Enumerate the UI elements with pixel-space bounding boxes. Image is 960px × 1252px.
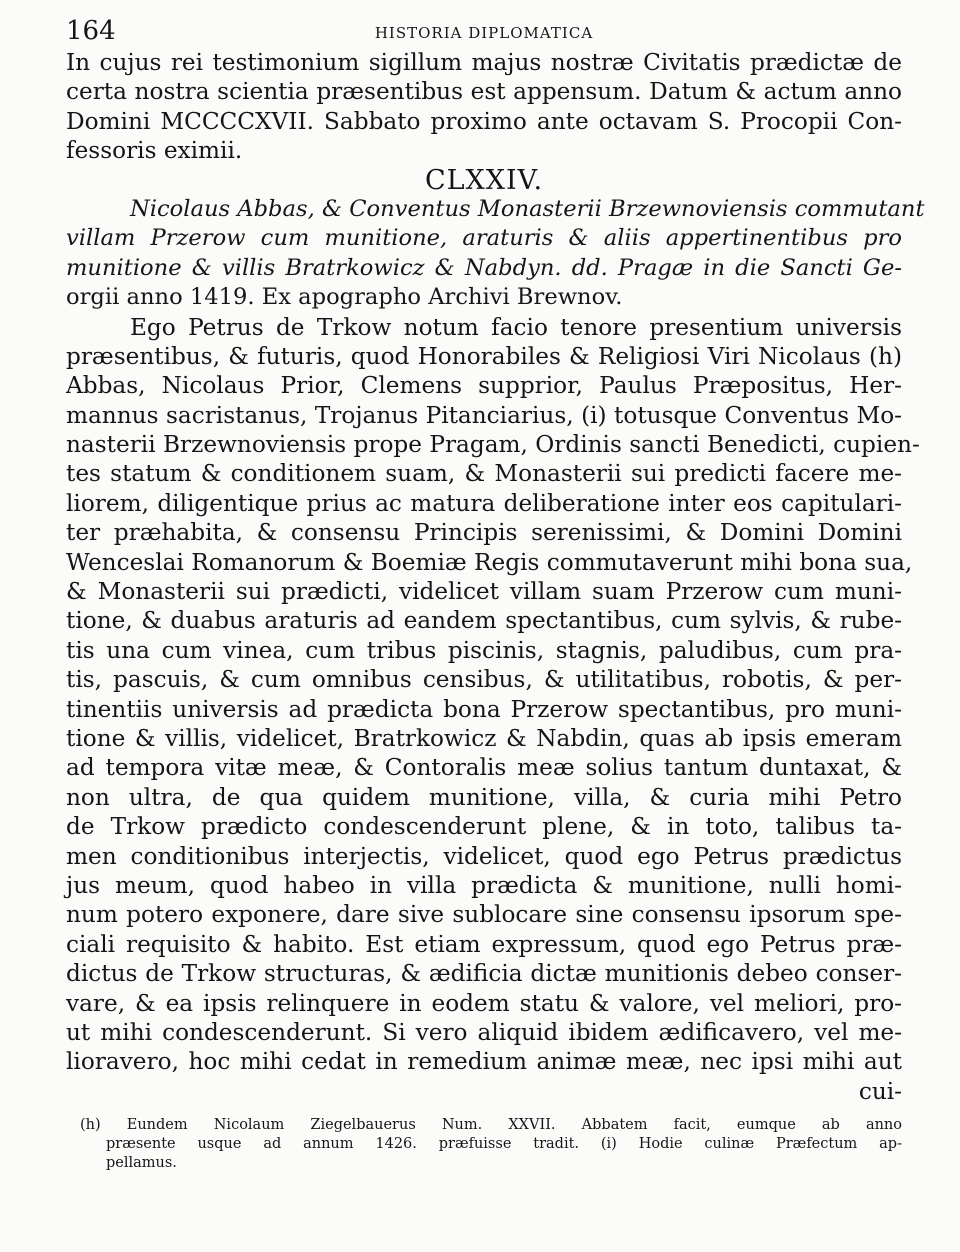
text-line: tes statum & conditionem suam, & Monasterii sui predicti facere me- <box>66 460 902 488</box>
text-line: certa nostra scientia præsentibus est appensum. Datum & actum anno <box>66 78 902 106</box>
text-line: ter præhabita, & consensu Principis serenissimi, & Domini Domini <box>66 519 902 547</box>
text-line: præsentibus, & futuris, quod Honorabiles & Religiosi Viri Nicolaus (h) <box>66 342 902 370</box>
document-summary-line: munitione & villis Bratrkowicz & Nabdyn. dd. Pragæ in die Sancti Ge- <box>66 254 902 281</box>
document-summary-line: orgii anno 1419. Ex apographo Archivi Brewnov. <box>66 284 623 311</box>
text-line: fessoris eximii. <box>66 137 243 165</box>
text-line: dictus de Trkow structuras, & ædificia dictæ munitionis debeo conser- <box>66 960 902 988</box>
text-line: & Monasterii sui prædicti, videlicet villam suam Przerow cum muni- <box>66 578 902 606</box>
text-line: tis una cum vinea, cum tribus piscinis, stagnis, paludibus, cum pra- <box>66 636 902 664</box>
running-title: HISTORIA DIPLOMATICA <box>374 24 594 42</box>
text-line: Wenceslai Romanorum & Boemiæ Regis commutaverunt mihi bona sua, <box>66 548 913 576</box>
text-line: Domini MCCCCXVII. Sabbato proximo ante octavam S. Procopii Con- <box>66 107 902 135</box>
document-summary-line: Nicolaus Abbas, & Conventus Monasterii Brzewnoviensis commutant <box>130 195 925 222</box>
text-line: jus meum, quod habeo in villa prædicta & munitione, nulli homi- <box>66 871 902 899</box>
footnote-line: (h) Eundem Nicolaum Ziegelbauerus Num. XXVII. Abbatem facit, eumque ab anno <box>80 1117 902 1134</box>
text-line: ciali requisito & habito. Est etiam expressum, quod ego Petrus præ- <box>66 930 902 958</box>
text-line: non ultra, de qua quidem munitione, villa, & curia mihi Petro <box>66 783 902 811</box>
text-line: tione & villis, videlicet, Bratrkowicz & Nabdin, quas ab ipsis emeram <box>66 724 902 752</box>
document-number-heading: CLXXIV. <box>424 164 544 196</box>
text-line: tione, & duabus araturis ad eandem spectantibus, cum sylvis, & rube- <box>66 607 902 635</box>
catchword: cui- <box>858 1077 902 1105</box>
text-line: vare, & ea ipsis relinquere in eodem statu & valore, vel meliori, pro- <box>66 989 902 1017</box>
text-line: ad tempora vitæ meæ, & Contoralis meæ solius tantum duntaxat, & <box>66 754 902 782</box>
text-line: men conditionibus interjectis, videlicet, quod ego Petrus prædictus <box>66 842 902 870</box>
text-line: tinentiis universis ad prædicta bona Przerow spectantibus, pro muni- <box>66 695 902 723</box>
text-line: liorem, diligentique prius ac matura deliberatione inter eos capitulari- <box>66 489 902 517</box>
main-text <box>66 48 925 1106</box>
text-line: Abbas, Nicolaus Prior, Clemens supprior, Paulus Præpositus, Her- <box>66 372 902 400</box>
page-number: 164 <box>66 16 116 46</box>
text-line: In cujus rei testimonium sigillum majus nostræ Civitatis prædictæ de <box>66 49 902 76</box>
page-header <box>66 12 902 48</box>
text-line: mannus sacristanus, Trojanus Pitanciarius, (i) totusque Conventus Mo- <box>66 401 902 429</box>
text-line: nasterii Brzewnoviensis prope Pragam, Ordinis sancti Benedicti, cupien- <box>66 431 920 459</box>
footnote-line: pellamus. <box>106 1155 177 1172</box>
footnote-line: præsente usque ad annum 1426. præfuisse tradit. (i) Hodie culinæ Præfectum ap- <box>106 1136 902 1153</box>
text-line: tis, pascuis, & cum omnibus censibus, & utilitatibus, robotis, & per- <box>66 666 902 694</box>
text-line: ut mihi condescenderunt. Si vero aliquid ibidem ædificavero, vel me- <box>66 1018 902 1046</box>
document-summary-line: villam Przerow cum munitione, araturis & aliis appertinentibus pro <box>66 225 902 252</box>
footnotes <box>66 1116 902 1173</box>
text-line: num potero exponere, dare sive sublocare sine consensu ipsorum spe- <box>66 901 902 929</box>
text-line: de Trkow prædicto condescenderunt plene, & in toto, talibus ta- <box>66 813 902 841</box>
text-line: Ego Petrus de Trkow notum facio tenore presentium universis <box>130 313 902 341</box>
text-line: lioravero, hoc mihi cedat in remedium animæ meæ, nec ipsi mihi aut <box>66 1048 902 1076</box>
